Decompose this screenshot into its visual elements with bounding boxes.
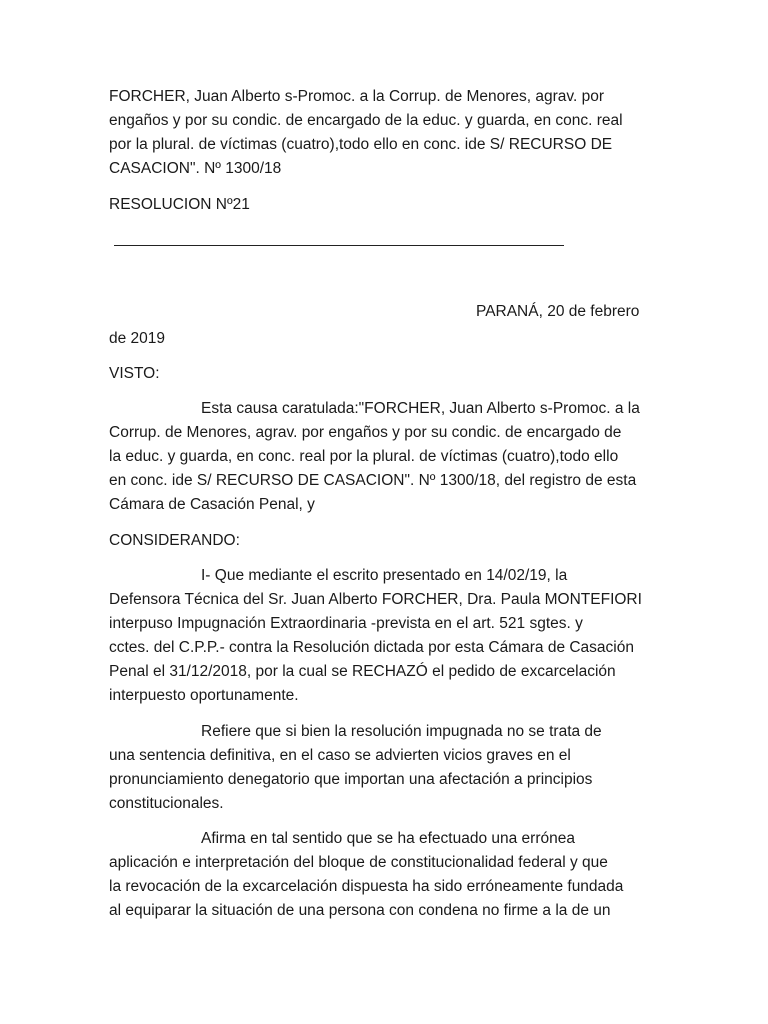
paragraph-line: Corrup. de Menores, agrav. por engaños y por su condic. de encargado de <box>109 424 622 441</box>
paragraph-line: Refiere que si bien la resolución impugnada no se trata de <box>201 723 602 740</box>
resolution-number-block <box>109 193 669 217</box>
considerando-paragraph-1 <box>109 564 669 708</box>
paragraph-line: aplicación e interpretación del bloque de constitucionalidad federal y que <box>109 854 608 871</box>
paragraph-line: Afirma en tal sentido que se ha efectuado una errónea <box>201 830 575 847</box>
date-block <box>109 300 669 351</box>
paragraph-line: en conc. ide S/ RECURSO DE CASACION". Nº 1300/18, del registro de esta <box>109 472 637 489</box>
paragraph-line: Defensora Técnica del Sr. Juan Alberto FORCHER, Dra. Paula MONTEFIORI <box>109 591 642 608</box>
paragraph-line: Cámara de Casación Penal, y <box>109 496 315 513</box>
visto-block <box>109 362 669 386</box>
caption-line: CASACION". Nº 1300/18 <box>109 160 282 177</box>
date-line-1: PARANÁ, 20 de febrero <box>476 303 640 320</box>
paragraph-line: al equiparar la situación de una persona con condena no firme a la de un <box>109 902 611 919</box>
date-line-2: de 2019 <box>109 330 166 347</box>
paragraph-line: interpuesto oportunamente. <box>109 687 299 704</box>
caption-line: por la plural. de víctimas (cuatro),todo ello en conc. ide S/ RECURSO DE <box>109 136 613 153</box>
paragraph-line: la revocación de la excarcelación dispuesta ha sido erróneamente fundada <box>109 878 624 895</box>
paragraph-line: constitucionales. <box>109 795 224 812</box>
paragraph-line: pronunciamiento denegatorio que importan una afectación a principios <box>109 771 593 788</box>
considerando-block <box>109 529 669 553</box>
visto-heading: VISTO: <box>109 365 160 382</box>
separator-line <box>114 245 564 246</box>
paragraph-line: Esta causa caratulada:"FORCHER, Juan Alberto s-Promoc. a la <box>201 400 640 417</box>
case-caption <box>109 85 669 181</box>
considerando-paragraph-3 <box>109 827 669 923</box>
caption-line: engaños y por su condic. de encargado de la educ. y guarda, en conc. real <box>109 112 623 129</box>
considerando-heading: CONSIDERANDO: <box>109 532 240 549</box>
considerando-paragraph-2 <box>109 720 669 816</box>
paragraph-line: la educ. y guarda, en conc. real por la plural. de víctimas (cuatro),todo ello <box>109 448 619 465</box>
paragraph-line: cctes. del C.P.P.- contra la Resolución dictada por esta Cámara de Casación <box>109 639 634 656</box>
caption-line: FORCHER, Juan Alberto s-Promoc. a la Corrup. de Menores, agrav. por <box>109 88 605 105</box>
paragraph-line: Penal el 31/12/2018, por la cual se RECHAZÓ el pedido de excarcelación <box>109 663 616 680</box>
paragraph-line: I- Que mediante el escrito presentado en 14/02/19, la <box>201 567 568 584</box>
visto-paragraph <box>109 397 669 517</box>
paragraph-line: interpuso Impugnación Extraordinaria -prevista en el art. 521 sgtes. y <box>109 615 583 632</box>
paragraph-line: una sentencia definitiva, en el caso se advierten vicios graves en el <box>109 747 571 764</box>
resolution-number: RESOLUCION Nº21 <box>109 196 250 213</box>
